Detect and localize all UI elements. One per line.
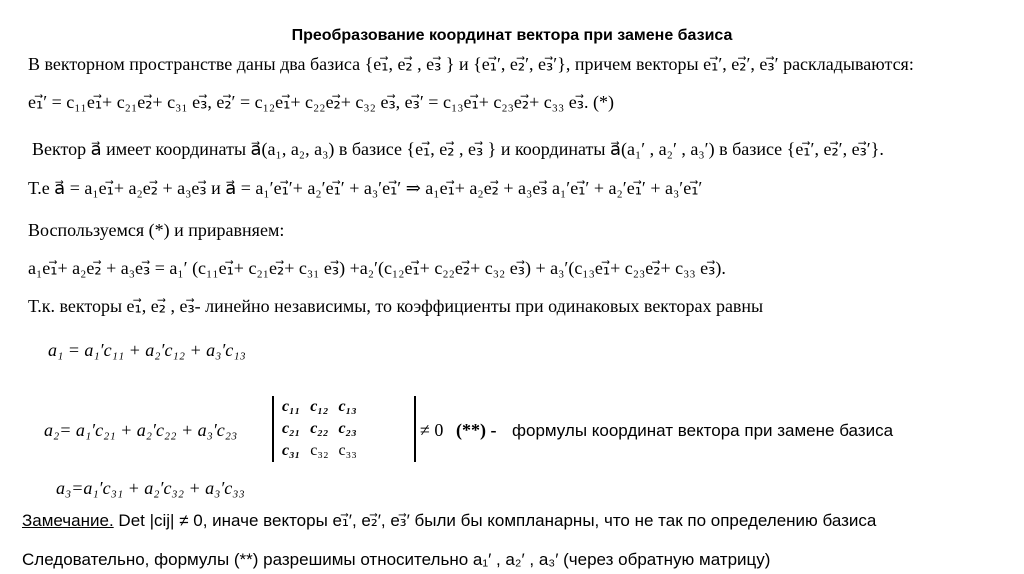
- conclusion-text: Следовательно, формулы (**) разрешимы относительно a₁′ , a₂′ , a₃′ (через обратную матрицу): [22, 550, 771, 569]
- formula-caption: формулы координат вектора при замене базиса: [512, 421, 894, 440]
- matrix-cell: c₂₂: [310, 420, 329, 437]
- text-bases-intro: В векторном пространстве даны два базиса {e₁⃗, e₂⃗ , e₃⃗ } и {e₁⃗′, e₂⃗′, e₃⃗′}, причем векторы e₁⃗′, e₂⃗′, e₃⃗′ раскладываются:: [28, 54, 914, 74]
- remark-text: Det |cij| ≠ 0, иначе векторы e₁⃗′, e₂⃗′, e₃⃗′ были бы компланарны, что не так по определению базиса: [113, 511, 877, 530]
- equation-a3: a₃=a₁′c₃₁ + a₂′c₃₂ + a₃′c₃₃: [56, 478, 245, 498]
- matrix-cell: c₁₃: [338, 398, 357, 415]
- page-title: Преобразование координат вектора при замене базиса: [291, 27, 733, 44]
- matrix-cell: c₃₂: [310, 442, 329, 459]
- equation-a1: a₁ = a₁′c₁₁ + a₂′c₁₂ + a₃′c₁₃: [48, 340, 246, 360]
- matrix-cell: c₃₁: [282, 442, 301, 459]
- matrix-row: [282, 418, 367, 440]
- det-nonzero: ≠ 0: [420, 420, 444, 440]
- matrix-row: [282, 396, 367, 418]
- remark-label: Замечание.: [22, 511, 114, 530]
- text-vector-coordinates: Вектор a⃗ имеет координаты a⃗(a₁, a₂, a₃) в базисе {e₁⃗, e₂⃗ , e₃⃗ } и координаты a⃗(a₁′ , a₂′ , a₃′) в базисе {e₁⃗′, e₂⃗′, e₃⃗′}.: [32, 139, 884, 159]
- determinant-matrix: [272, 396, 416, 462]
- matrix-row: [282, 440, 367, 462]
- remark: [22, 511, 876, 531]
- equation-vector-expansion: Т.е a⃗ = a₁e₁⃗+ a₂e₂⃗ + a₃e₃⃗ и a⃗ = a₁′e₁⃗′+ a₂′e₁⃗′ + a₃′e₁⃗′ ⇒ a₁e₁⃗+ a₂e₂⃗ + a₃e₃⃗ a₁′e₁⃗′ + a₂′e₁⃗′ + a₃′e₁⃗′: [28, 178, 703, 198]
- matrix-cell: c₁₂: [310, 398, 329, 415]
- matrix-cell: c₂₃: [338, 420, 357, 437]
- text-linear-independence: Т.к. векторы e₁⃗, e₂⃗ , e₃⃗- линейно независимы, то коэффициенты при одинаковых векторах равны: [28, 296, 764, 316]
- formula-label: (**) -: [456, 420, 497, 440]
- text-substitute: Воспользуемся (*) и приравняем:: [28, 220, 285, 240]
- equation-a2: a₂= a₁′c₂₁ + a₂′c₂₂ + a₃′c₂₃: [44, 420, 238, 440]
- matrix-cell: c₁₁: [282, 398, 301, 415]
- equation-basis-decomposition: e₁⃗′ = c₁₁e₁⃗+ c₂₁e₂⃗+ c₃₁ e₃⃗, e₂⃗′ = c₁₂e₁⃗+ c₂₂e₂⃗+ c₃₂ e₃⃗, e₃⃗′ = c₁₃e₁⃗+ c₂₃e₂⃗+ c₃₃ e₃⃗. (*): [28, 92, 614, 112]
- matrix-cell: c₃₃: [338, 442, 357, 459]
- equation-substituted: a₁e₁⃗+ a₂e₂⃗ + a₃e₃⃗ = a₁′ (c₁₁e₁⃗+ c₂₁e₂⃗+ c₃₁ e₃⃗) +a₂′(c₁₂e₁⃗+ c₂₂e₂⃗+ c₃₂ e₃⃗) + a₃′(c₁₃e₁⃗+ c₂₃e₂⃗+ c₃₃ e₃⃗).: [28, 258, 726, 278]
- matrix-cell: c₂₁: [282, 420, 301, 437]
